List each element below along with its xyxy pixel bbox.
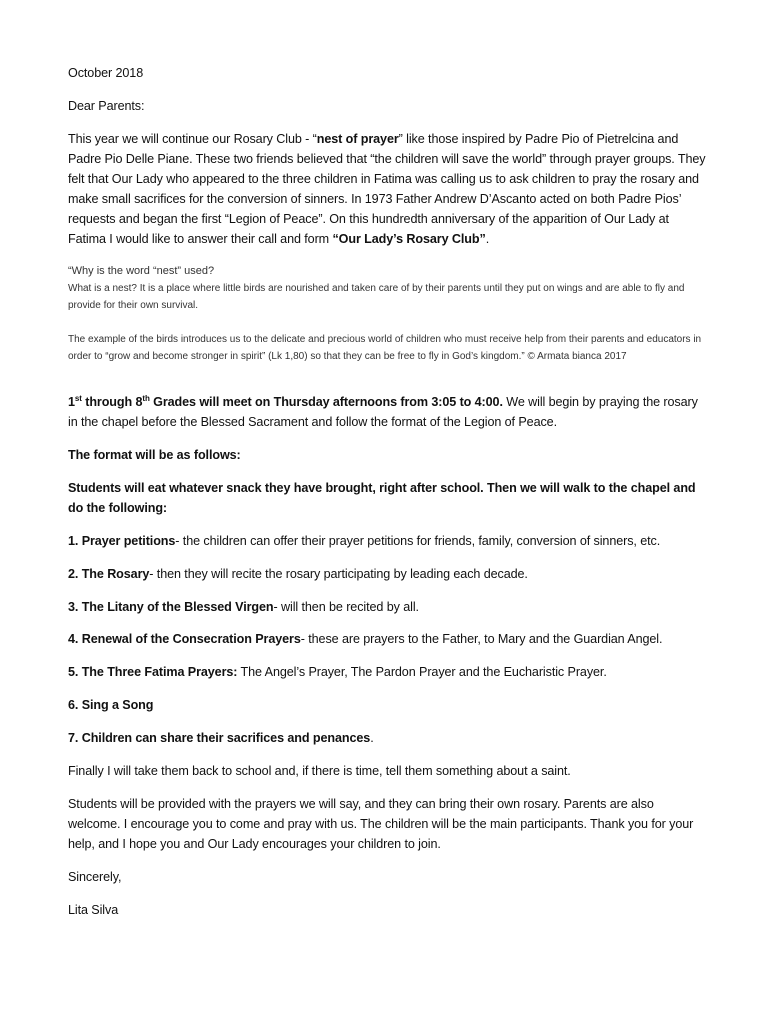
finally-paragraph: Finally I will take them back to school and, if there is time, tell them something about a saint.	[68, 764, 571, 778]
grade-last-suffix: th	[142, 394, 150, 403]
list-item-title: 6. Sing a Song	[68, 698, 154, 712]
list-item	[68, 662, 708, 682]
list-item-title: 7. Children can share their sacrifices and penances	[68, 731, 371, 745]
nest-quote	[68, 263, 708, 314]
club-name: “Our Lady’s Rosary Club”	[332, 232, 486, 246]
list-item-title: 3. The Litany of the Blessed Virgen	[68, 600, 274, 614]
salutation: Dear Parents:	[68, 99, 145, 113]
snack-instructions-text: Students will eat whatever snack they have brought, right after school. Then we will walk to the chapel and do the following:	[68, 481, 696, 515]
meeting-details: We will begin by praying the rosary in the chapel before the Blessed Sacrament and follow the format of the Legion of Peace.	[68, 395, 698, 429]
list-item	[68, 564, 708, 584]
intro-text-1: This year we will continue our Rosary Club - “	[68, 132, 317, 146]
closing-paragraph: Students will be provided with the prayers we will say, and they can bring their own rosary. Parents are also welcome. I encourage you to come and pray with us. The children will be the main participants. Thank you for your help, and I hope you and Our Lady encourages your children to join.	[68, 797, 694, 851]
list-item-title: 2. The Rosary	[68, 567, 150, 581]
birds-example-quote: The example of the birds introduces us to the delicate and precious world of children who must receive help from their parents and educators in order to “grow and become stronger in spirit” (Lk 1,80) so that they can be free to fly in God’s kingdom.” © Armata bianca 2017	[68, 334, 702, 362]
list-item	[68, 629, 708, 649]
list-item-text: - these are prayers to the Father, to Mary and the Guardian Angel.	[300, 632, 663, 646]
list-item-title: 5. The Three Fatima Prayers:	[68, 665, 238, 679]
intro-paragraph	[68, 129, 708, 249]
snack-instructions	[68, 478, 708, 518]
quote-answer: What is a nest? It is a place where little birds are nourished and taken care of by their parents until they put on wings and are able to fly and provide for their own survival.	[68, 283, 685, 311]
format-heading	[68, 445, 708, 465]
list-item	[68, 597, 708, 617]
list-item	[68, 531, 708, 551]
grade-first: 1	[68, 395, 75, 409]
format-heading-text: The format will be as follows:	[68, 448, 241, 462]
list-item-text: The Angel’s Prayer, The Pardon Prayer and the Eucharistic Prayer.	[237, 665, 607, 679]
nest-of-prayer: nest of prayer	[316, 132, 399, 146]
intro-text-2: ” like those inspired by Padre Pio of Pietrelcina and Padre Pio Delle Piane. These two friends believed that “the children will save the world” through prayer groups. They felt that Our Lady who appeared to the three children in Fatima was calling us to ask children to pray the rosary and make small sacrifices for the conversion of sinners. In 1973 Father Andrew D’Ascanto acted on both Padre Pios’ requests and began the first “Legion of Peace”. On this hundredth anniversary of the apparition of Our Lady at Fatima I would like to answer their call and form	[68, 132, 706, 246]
list-item	[68, 728, 708, 748]
list-item	[68, 695, 708, 715]
meeting-paragraph	[68, 392, 708, 432]
letter-date: October 2018	[68, 66, 144, 80]
list-item-title: 1. Prayer petitions	[68, 534, 176, 548]
grade-first-suffix: st	[74, 394, 82, 403]
signature: Lita Silva	[68, 903, 119, 917]
quote-question: “Why is the word “nest” used?	[68, 265, 215, 277]
list-item-text: .	[370, 731, 374, 745]
list-item-title: 4. Renewal of the Consecration Prayers	[68, 632, 301, 646]
list-item-text: - the children can offer their prayer petitions for friends, family, conversion of sinners, etc.	[175, 534, 661, 548]
signoff: Sincerely,	[68, 870, 122, 884]
meeting-grades	[68, 395, 503, 409]
list-item-text: - then they will recite the rosary participating by leading each decade.	[149, 567, 528, 581]
intro-end: .	[485, 232, 490, 246]
grade-through: through 8	[81, 395, 143, 409]
meeting-time: Grades will meet on Thursday afternoons from 3:05 to 4:00.	[149, 395, 503, 409]
list-item-text: - will then be recited by all.	[273, 600, 419, 614]
